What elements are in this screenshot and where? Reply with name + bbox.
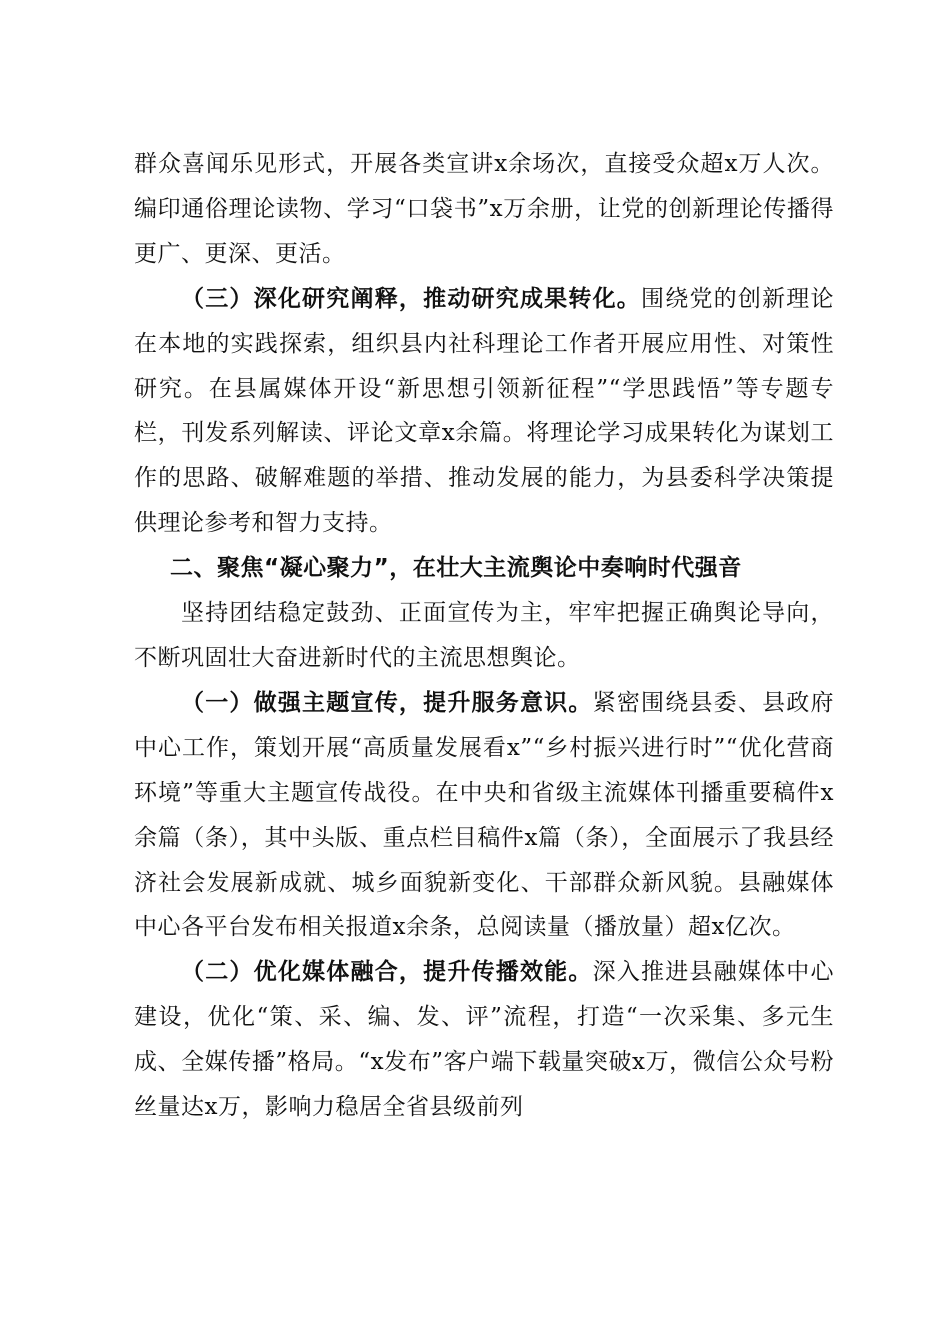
paragraph-research-interpretation <box>134 277 834 546</box>
paragraph-body: 紧密围绕县委、县政府中心工作，策划开展“高质量发展看x”“乡村振兴进行时”“优化营商环境”等重大主题宣传战役。在中央和省级主流媒体刊播重要稿件x余篇（条），其中头版、重点栏目稿件x篇（条），全面展示了我县经济社会发展新成就、城乡面貌新变化、干部群众新风貌。县融媒体中心各平台发布相关报道x余条，总阅读量（播放量）超x亿次。 <box>134 689 835 941</box>
subsection-title-3: （三）深化研究阐释，推动研究成果转化。 <box>181 284 642 312</box>
paragraph-propaganda-continued: 群众喜闻乐见形式，开展各类宣讲x余场次，直接受众超x万人次。编印通俗理论读物、学习“口袋书”x万余册，让党的创新理论传播得更广、更深、更活。 <box>134 151 834 267</box>
section-heading-2: 二、聚焦“凝心聚力”，在壮大主流舆论中奏响时代强音 <box>170 555 742 582</box>
subsection-title-2: （二）优化媒体融合，提升传播效能。 <box>181 958 593 986</box>
paragraph-section-intro: 坚持团结稳定鼓劲、正面宣传为主，牢牢把握正确舆论导向，不断巩固壮大奋进新时代的主流思想舆论。 <box>134 600 834 671</box>
paragraph-media-integration <box>134 950 834 1130</box>
document-body <box>134 142 834 1130</box>
paragraph-theme-publicity <box>134 681 834 950</box>
paragraph-body: 深入推进县融媒体中心建设，优化“策、采、编、发、评”流程，打造“一次采集、多元生成、全媒传播”格局。“x发布”客户端下载量突破x万，微信公众号粉丝量达x万，影响力稳居全省县级前列 <box>134 959 835 1121</box>
subsection-title-1: （一）做强主题宣传，提升服务意识。 <box>181 688 593 716</box>
paragraph-body: 围绕党的创新理论在本地的实践探索，组织县内社科理论工作者开展应用性、对策性研究。在县属媒体开设“新思想引领新征程”“学思践悟”等专题专栏，刊发系列解读、评论文章x余篇。将理论学习成果转化为谋划工作的思路、破解难题的举措、推动发展的能力，为县委科学决策提供理论参考和智力支持。 <box>134 285 835 537</box>
